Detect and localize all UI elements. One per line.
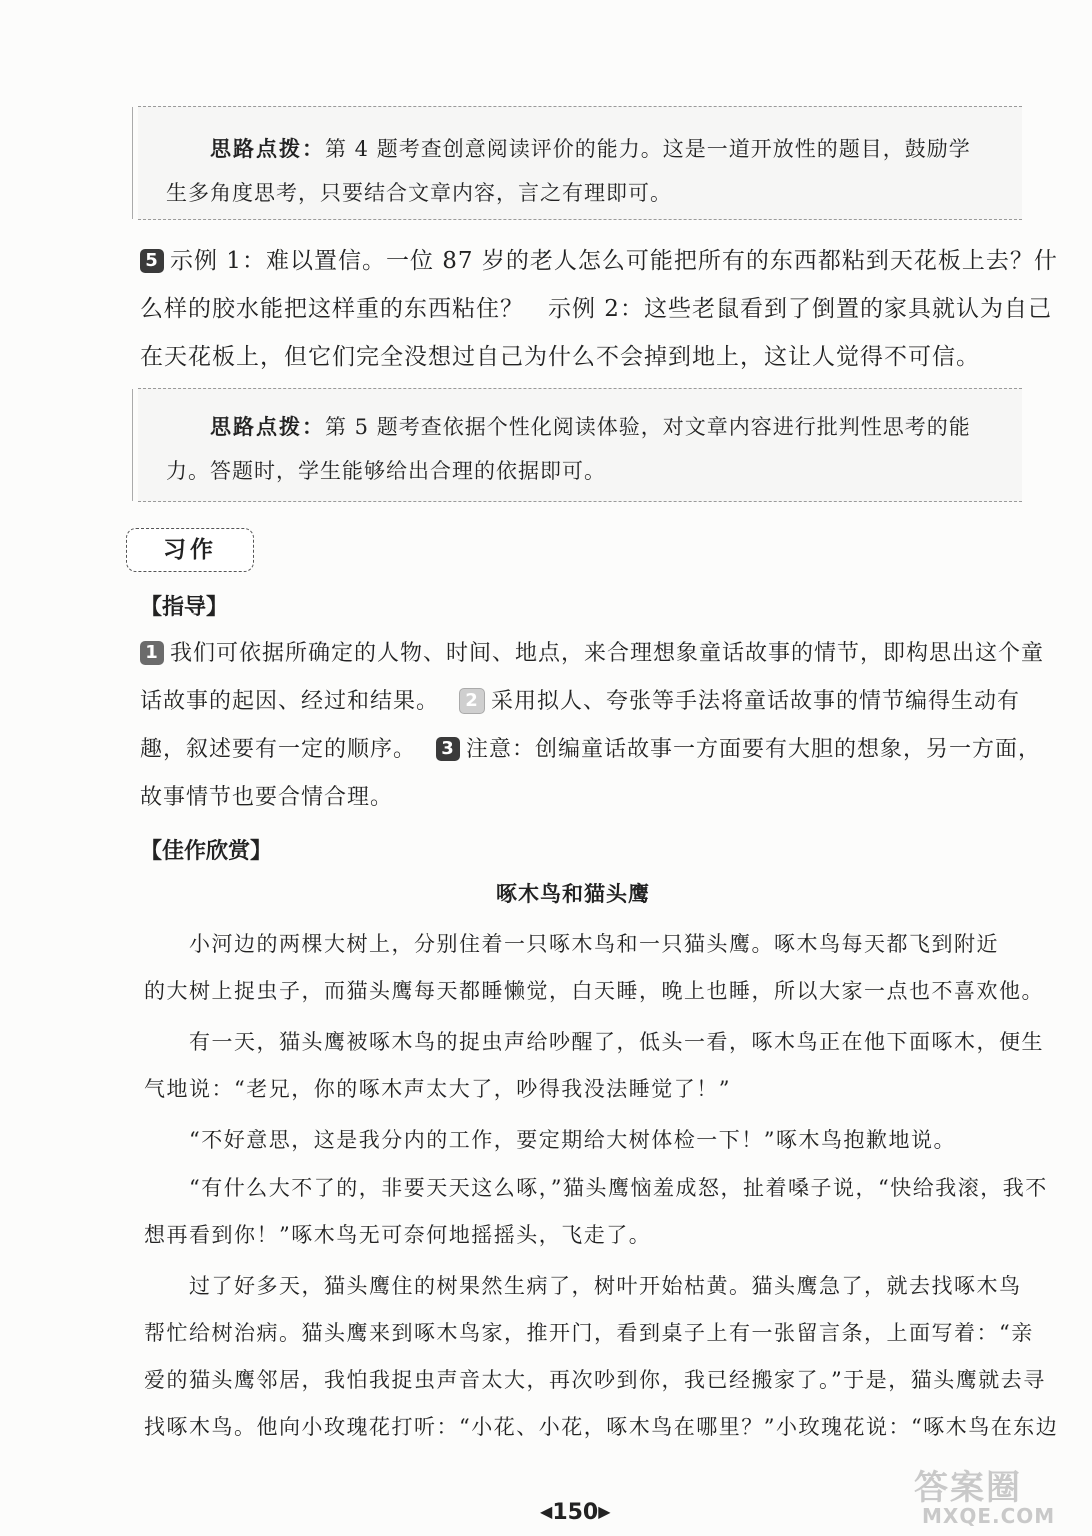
essay-line: “有什么大不了的，非要天天这么啄，”猫头鹰恼羞成怒，扯着嗓子说，“快给我滚，我不 — [144, 1176, 1048, 1200]
tip-text: 第 5 题考查依据个性化阅读体验，对文章内容进行批判性思考的能 — [325, 415, 971, 439]
essay-title: 啄木鸟和猫头鹰 — [496, 882, 650, 906]
step-number-badge: 1 — [140, 641, 164, 665]
essay-line: 想再看到你！”啄木鸟无可奈何地摇摇头，飞走了。 — [144, 1223, 652, 1247]
tip-text: 生多角度思考，只要结合文章内容，言之有理即可。 — [166, 181, 672, 205]
appreciation-heading: 【佳作欣赏】 — [140, 839, 273, 864]
answer-text: 在天花板上，但它们完全没想过自己为什么不会掉到地上，这让人觉得不可信。 — [140, 344, 980, 370]
tip-text: 力。答题时，学生能够给出合理的依据即可。 — [166, 459, 606, 483]
essay-line: 有一天，猫头鹰被啄木鸟的捉虫声给吵醒了，低头一看，啄木鸟正在他下面啄木，便生 — [144, 1030, 1044, 1054]
essay-line: 爱的猫头鹰邻居，我怕我捉虫声音太大，再次吵到你，我已经搬家了。”于是，猫头鹰就去寻 — [144, 1368, 1046, 1392]
question-number-badge: 5 — [140, 249, 164, 273]
triangle-right-icon: ▶ — [598, 1502, 611, 1521]
essay-line: 的大树上捉虫子，而猫头鹰每天都睡懒觉，白天睡，晚上也睡，所以大家一点也不喜欢他。 — [144, 979, 1044, 1003]
guidance-text: 故事情节也要合情合理。 — [140, 785, 394, 810]
triangle-left-icon: ◀ — [540, 1502, 553, 1521]
guidance-text: 注意：创编童话故事一方面要有大胆的想象，另一方面， — [466, 737, 1042, 762]
tip-text: 第 4 题考查创意阅读评价的能力。这是一道开放性的题目，鼓励学 — [325, 137, 971, 161]
essay-line: “不好意思，这是我分内的工作，要定期给大树体检一下！”啄木鸟抱歉地说。 — [144, 1128, 956, 1152]
essay-line: 过了好多天，猫头鹰住的树果然生病了，树叶开始枯黄。猫头鹰急了，就去找啄木鸟 — [144, 1274, 1022, 1298]
essay-line: 小河边的两棵大树上，分别住着一只啄木鸟和一只猫头鹰。啄木鸟每天都飞到附近 — [144, 932, 999, 956]
guidance-text: 话故事的起因、经过和结果。 — [140, 689, 440, 714]
tip-box-q4 — [138, 106, 1022, 220]
step-number-badge: 2 — [459, 688, 485, 714]
section-heading: 习作 — [126, 528, 254, 572]
essay-line: 帮忙给树治病。猫头鹰来到啄木鸟家，推开门，看到桌子上有一张留言条，上面写着：“亲 — [144, 1321, 1034, 1345]
page-number: ◀150▶ — [540, 1500, 611, 1525]
answer-text: 示例 1：难以置信。一位 87 岁的老人怎么可能把所有的东西都粘到天花板上去？什 — [170, 248, 1058, 274]
tip-label: 思路点拨： — [210, 137, 325, 161]
tip-label: 思路点拨： — [210, 415, 325, 439]
guidance-text: 我们可依据所确定的人物、时间、地点，来合理想象童话故事的情节，即构思出这个童 — [170, 641, 1045, 666]
guidance-text: 采用拟人、夸张等手法将童话故事的情节编得生动有 — [491, 689, 1021, 714]
guidance-text: 趣，叙述要有一定的顺序。 — [140, 737, 417, 762]
essay-line: 找啄木鸟。他向小玫瑰花打听：“小花、小花，啄木鸟在哪里？”小玫瑰花说：“啄木鸟在东边 — [144, 1415, 1059, 1439]
tip-box-q5 — [138, 388, 1022, 502]
guidance-heading: 【指导】 — [140, 595, 229, 620]
answer-text: 么样的胶水能把这样重的东西粘住？ 示例 2：这些老鼠看到了倒置的家具就认为自己 — [140, 296, 1052, 322]
watermark-logo: 答案圈 MXQE.COM — [914, 1468, 1056, 1528]
step-number-badge: 3 — [436, 737, 460, 761]
essay-line: 气地说：“老兄，你的啄木声太大了，吵得我没法睡觉了！” — [144, 1077, 731, 1101]
